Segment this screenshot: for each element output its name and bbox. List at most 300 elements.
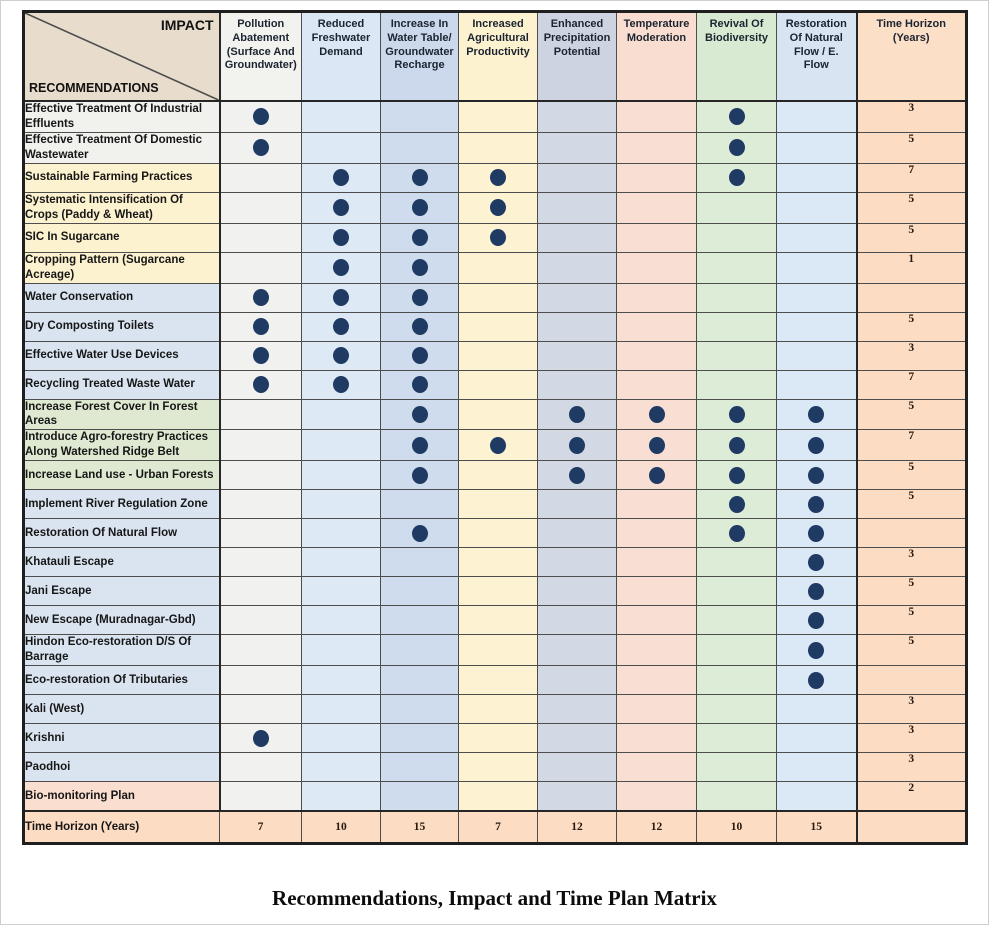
impact-cell [617,666,697,695]
corner-cell [24,12,220,102]
impact-cell [220,341,302,370]
time-horizon-cell: 3 [857,724,967,753]
impact-cell [777,782,857,812]
impact-cell [777,399,857,430]
impact-cell [697,695,777,724]
impact-cell [777,548,857,577]
header-row [24,12,967,102]
impact-cell [381,132,459,163]
row-label: Bio-monitoring Plan [24,782,220,812]
table-row [24,782,967,812]
impact-cell [459,430,538,461]
column-header-time-horizon: Time Horizon (Years) [857,12,967,102]
impact-cell [381,782,459,812]
impact-cell [302,635,381,666]
impact-dot [729,437,745,454]
impact-cell [459,490,538,519]
table-row [24,101,967,132]
table-row [24,635,967,666]
impact-cell [220,132,302,163]
impact-cell [538,635,617,666]
time-horizon-cell: 2 [857,782,967,812]
row-label: Increase Land use - Urban Forests [24,461,220,490]
table-row [24,252,967,283]
impact-cell [459,192,538,223]
impact-dot [729,169,745,186]
table-row [24,283,967,312]
impact-cell [220,461,302,490]
impact-cell [302,223,381,252]
impact-dot [412,199,428,216]
impact-cell [220,101,302,132]
impact-dot [808,406,824,423]
impact-cell [302,695,381,724]
impact-cell [220,370,302,399]
impact-dot [412,289,428,306]
column-header-3: Increase In Water Table/ Groundwater Recharge [381,12,459,102]
table-row [24,341,967,370]
impact-cell [697,192,777,223]
impact-cell [617,753,697,782]
impact-cell [381,163,459,192]
impact-dot [412,406,428,423]
impact-cell [381,101,459,132]
impact-cell [459,461,538,490]
impact-cell [538,606,617,635]
impact-cell [777,695,857,724]
impact-cell [538,548,617,577]
impact-cell [459,548,538,577]
impact-cell [220,548,302,577]
table-row [24,223,967,252]
impact-cell [220,606,302,635]
time-horizon-cell: 5 [857,132,967,163]
footer-time-value: 15 [777,811,857,844]
impact-cell [220,577,302,606]
impact-dot [412,467,428,484]
impact-cell [381,283,459,312]
impact-cell [381,223,459,252]
impact-dot [253,318,269,335]
impact-dot [808,525,824,542]
time-horizon-cell [857,666,967,695]
table-row [24,461,967,490]
time-horizon-cell: 3 [857,753,967,782]
matrix-body [24,101,967,844]
impact-cell [381,606,459,635]
impact-dot [569,437,585,454]
impact-cell [538,132,617,163]
column-header-4: Increased Agricultural Productivity [459,12,538,102]
table-row [24,548,967,577]
impact-cell [459,635,538,666]
impact-cell [697,399,777,430]
impact-cell [697,606,777,635]
impact-cell [697,370,777,399]
impact-cell [777,223,857,252]
impact-cell [459,782,538,812]
impact-cell [381,490,459,519]
row-label: Paodhoi [24,753,220,782]
table-row [24,753,967,782]
impact-cell [302,399,381,430]
impact-cell [302,283,381,312]
row-label: Eco-restoration Of Tributaries [24,666,220,695]
footer-time-value: 7 [220,811,302,844]
impact-cell [538,461,617,490]
impact-cell [220,312,302,341]
impact-cell [381,312,459,341]
impact-cell [459,753,538,782]
impact-cell [459,283,538,312]
impact-cell [302,782,381,812]
impact-cell [777,341,857,370]
impact-cell [220,635,302,666]
impact-cell [617,312,697,341]
impact-cell [302,163,381,192]
impact-cell [302,490,381,519]
time-horizon-cell: 7 [857,370,967,399]
column-header-1: Pollution Abatement (Surface And Groundwater) [220,12,302,102]
impact-dot [649,437,665,454]
impact-dot [333,289,349,306]
impact-cell [697,101,777,132]
impact-cell [617,223,697,252]
impact-cell [459,519,538,548]
impact-cell [617,430,697,461]
row-label: Systematic Intensification Of Crops (Paddy & Wheat) [24,192,220,223]
impact-cell [381,192,459,223]
impact-cell [381,252,459,283]
impact-cell [697,724,777,753]
time-horizon-cell: 5 [857,192,967,223]
impact-cell [697,341,777,370]
impact-cell [459,341,538,370]
impact-cell [538,101,617,132]
impact-cell [617,101,697,132]
impact-dot [490,169,506,186]
impact-cell [302,370,381,399]
impact-cell [381,577,459,606]
impact-cell [617,163,697,192]
column-header-5: Enhanced Precipitation Potential [538,12,617,102]
impact-cell [302,461,381,490]
impact-cell [777,461,857,490]
impact-cell [302,312,381,341]
impact-dot [490,229,506,246]
impact-cell [459,666,538,695]
impact-cell [777,312,857,341]
impact-dot [412,259,428,276]
impact-cell [459,163,538,192]
impact-cell [302,430,381,461]
table-row [24,519,967,548]
time-horizon-cell [857,519,967,548]
impact-cell [617,341,697,370]
table-row [24,666,967,695]
impact-cell [697,548,777,577]
impact-dot [808,672,824,689]
impact-cell [220,163,302,192]
impact-dot [412,229,428,246]
impact-cell [302,252,381,283]
row-label: Jani Escape [24,577,220,606]
row-label: Sustainable Farming Practices [24,163,220,192]
impact-cell [538,430,617,461]
row-label: Water Conservation [24,283,220,312]
impact-dot [649,406,665,423]
time-horizon-cell: 5 [857,490,967,519]
impact-cell [381,519,459,548]
impact-cell [617,192,697,223]
impact-cell [777,577,857,606]
impact-cell [617,606,697,635]
impact-cell [617,548,697,577]
impact-cell [538,252,617,283]
impact-cell [459,577,538,606]
table-row [24,430,967,461]
impact-cell [697,223,777,252]
impact-cell [302,101,381,132]
time-horizon-cell: 5 [857,606,967,635]
impact-cell [777,724,857,753]
impact-dot [333,347,349,364]
impact-cell [777,132,857,163]
impact-dot [253,347,269,364]
impact-cell [538,312,617,341]
time-horizon-cell: 7 [857,430,967,461]
time-horizon-footer-row [24,811,967,844]
impact-cell [697,461,777,490]
impact-dot [569,467,585,484]
impact-cell [220,724,302,753]
impact-dot [333,169,349,186]
row-label: Effective Treatment Of Industrial Effluents [24,101,220,132]
footer-time-value: 15 [381,811,459,844]
row-label: Recycling Treated Waste Water [24,370,220,399]
impact-cell [538,283,617,312]
impact-dot [412,437,428,454]
impact-cell [538,519,617,548]
impact-cell [220,490,302,519]
impact-cell [220,399,302,430]
impact-dot [253,376,269,393]
impact-cell [459,724,538,753]
impact-cell [302,341,381,370]
footer-time-value: 10 [697,811,777,844]
impact-dot [729,406,745,423]
impact-cell [302,192,381,223]
impact-cell [220,695,302,724]
time-horizon-cell: 5 [857,461,967,490]
impact-dot [808,642,824,659]
impact-cell [459,312,538,341]
impact-dot [333,318,349,335]
row-label: Khatauli Escape [24,548,220,577]
impact-dot [729,496,745,513]
impact-cell [459,223,538,252]
table-row [24,399,967,430]
corner-impact-label: IMPACT [160,17,214,33]
impact-cell [538,724,617,753]
impact-cell [538,753,617,782]
impact-cell [302,666,381,695]
impact-cell [617,577,697,606]
time-horizon-cell: 3 [857,101,967,132]
impact-cell [302,724,381,753]
impact-cell [302,519,381,548]
impact-cell [617,490,697,519]
footer-time-value: 12 [617,811,697,844]
impact-cell [697,283,777,312]
column-header-8: Restoration Of Natural Flow / E. Flow [777,12,857,102]
impact-cell [617,782,697,812]
time-horizon-cell: 3 [857,695,967,724]
table-row [24,163,967,192]
impact-dot [729,467,745,484]
impact-cell [777,252,857,283]
impact-cell [381,341,459,370]
impact-cell [777,666,857,695]
impact-cell [459,695,538,724]
column-header-2: Reduced Freshwater Demand [302,12,381,102]
impact-cell [538,695,617,724]
impact-cell [302,606,381,635]
impact-cell [617,695,697,724]
impact-cell [617,370,697,399]
row-label: New Escape (Muradnagar-Gbd) [24,606,220,635]
impact-dot [253,730,269,747]
impact-cell [697,490,777,519]
impact-cell [777,606,857,635]
impact-cell [302,132,381,163]
impact-cell [777,519,857,548]
impact-cell [617,132,697,163]
impact-cell [538,370,617,399]
impact-dot [333,229,349,246]
impact-dot [729,139,745,156]
impact-cell [381,548,459,577]
impact-cell [220,782,302,812]
impact-cell [777,635,857,666]
impact-cell [220,223,302,252]
impact-dot [412,318,428,335]
impact-cell [697,577,777,606]
footer-empty-cell [857,811,967,844]
time-horizon-cell: 5 [857,399,967,430]
row-label: Dry Composting Toilets [24,312,220,341]
impact-cell [617,519,697,548]
impact-cell [459,101,538,132]
impact-cell [617,724,697,753]
impact-cell [381,753,459,782]
footer-time-value: 10 [302,811,381,844]
impact-cell [777,370,857,399]
impact-cell [538,577,617,606]
impact-cell [381,399,459,430]
impact-cell [697,132,777,163]
footer-label: Time Horizon (Years) [24,811,220,844]
impact-cell [697,430,777,461]
impact-cell [538,163,617,192]
corner-recommendations-label: RECOMMENDATIONS [29,81,159,96]
table-caption: Recommendations, Impact and Time Plan Matrix [272,886,717,910]
impact-cell [538,399,617,430]
table-row [24,577,967,606]
impact-cell [697,312,777,341]
impact-cell [617,283,697,312]
time-horizon-cell [857,283,967,312]
table-row [24,132,967,163]
impact-cell [777,753,857,782]
time-horizon-cell: 5 [857,577,967,606]
table-row [24,724,967,753]
impact-dot [412,525,428,542]
time-horizon-cell: 3 [857,341,967,370]
impact-cell [777,163,857,192]
impact-cell [697,519,777,548]
impact-dot [808,612,824,629]
impact-cell [777,192,857,223]
time-horizon-cell: 3 [857,548,967,577]
impact-cell [220,519,302,548]
row-label: Effective Water Use Devices [24,341,220,370]
row-label: Effective Treatment Of Domestic Wastewater [24,132,220,163]
time-horizon-cell: 7 [857,163,967,192]
impact-cell [697,666,777,695]
impact-cell [617,399,697,430]
impact-cell [381,635,459,666]
row-label: Kali (West) [24,695,220,724]
impact-dot [333,259,349,276]
impact-cell [459,399,538,430]
table-row [24,370,967,399]
row-label: SIC In Sugarcane [24,223,220,252]
impact-dot [808,467,824,484]
impact-cell [538,341,617,370]
impact-cell [697,163,777,192]
footer-time-value: 7 [459,811,538,844]
impact-cell [302,577,381,606]
impact-cell [538,782,617,812]
impact-dot [808,583,824,600]
impact-dot [729,525,745,542]
impact-dot [253,139,269,156]
impact-dot [412,347,428,364]
footer-time-value: 12 [538,811,617,844]
impact-cell [220,666,302,695]
impact-dot [808,437,824,454]
impact-cell [538,490,617,519]
impact-cell [697,252,777,283]
impact-cell [459,606,538,635]
table-row [24,490,967,519]
row-label: Krishni [24,724,220,753]
impact-dot [412,376,428,393]
impact-cell [220,283,302,312]
impact-matrix-table [22,10,968,845]
impact-cell [617,635,697,666]
impact-dot [490,437,506,454]
impact-cell [538,192,617,223]
row-label: Introduce Agro-forestry Practices Along Watershed Ridge Belt [24,430,220,461]
column-header-7: Revival Of Biodiversity [697,12,777,102]
impact-dot [412,169,428,186]
impact-cell [697,635,777,666]
row-label: Cropping Pattern (Sugarcane Acreage) [24,252,220,283]
impact-cell [777,101,857,132]
impact-dot [490,199,506,216]
